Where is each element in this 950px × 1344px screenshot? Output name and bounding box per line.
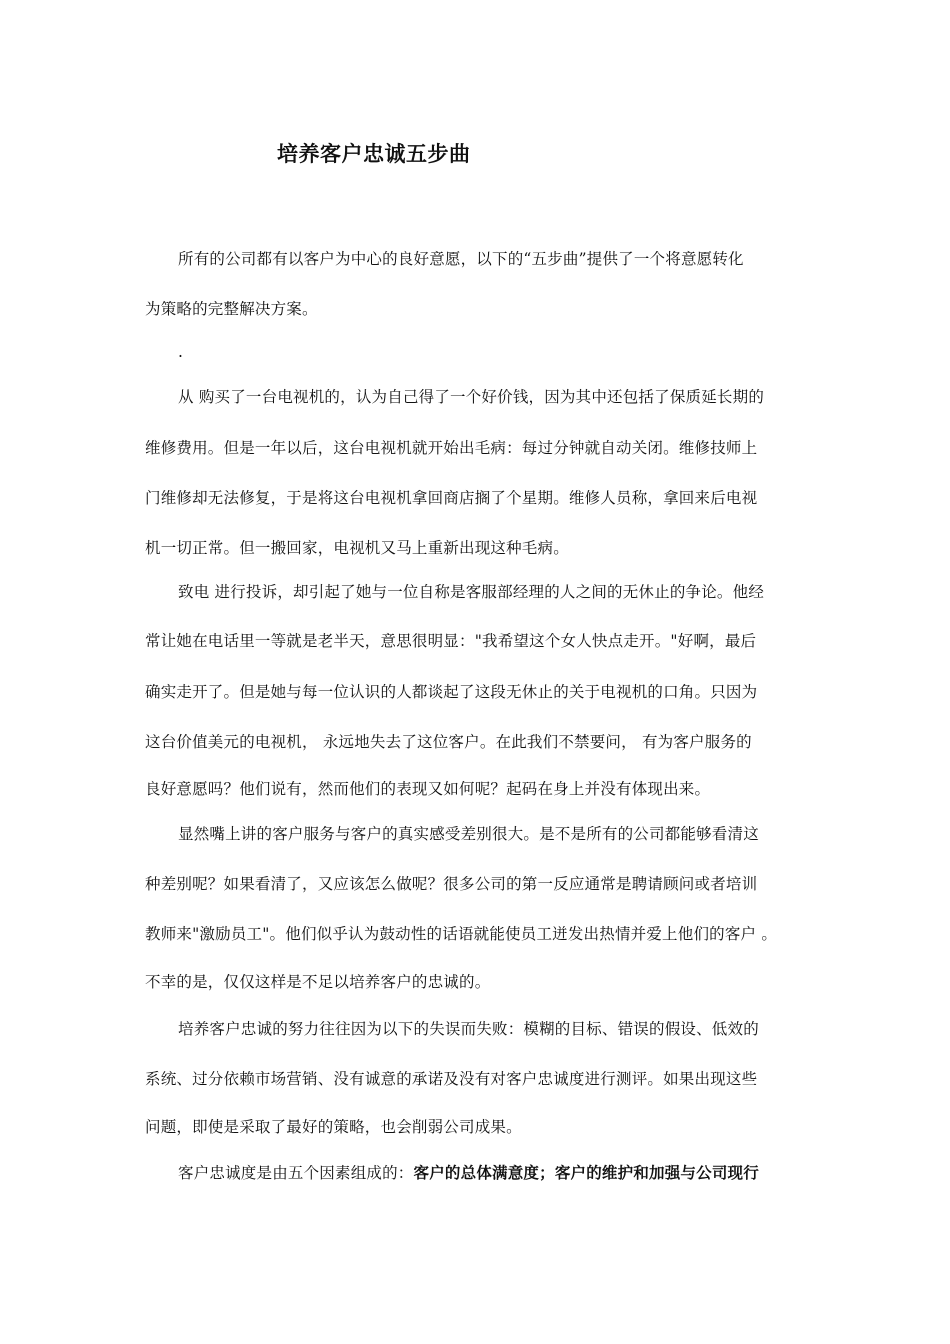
paragraph-line: 从 购买了一台电视机的，认为自己得了一个好价钱，因为其中还包括了保质延长期的 [178,388,765,406]
paragraph-line: 这台价值美元的电视机， 永远地失去了这位客户。在此我们不禁要问， 有为客户服务的 [145,733,752,751]
paragraph-line: 种差别呢？如果看清了，又应该怎么做呢？很多公司的第一反应通常是聘请顾问或者培训 [145,875,758,893]
paragraph-line: 所有的公司都有以客户为中心的良好意愿，以下的“五步曲”提供了一个将意愿转化 [178,250,744,268]
paragraph-line: . [178,343,184,361]
paragraph-line: 为策略的完整解决方案。 [145,300,318,318]
paragraph-line: 良好意愿吗？他们说有，然而他们的表现又如何呢？起码在身上并没有体现出来。 [145,780,711,798]
paragraph-line: 培养客户忠诚的努力往往因为以下的失误而失败：模糊的目标、错误的假设、低效的 [178,1020,759,1038]
paragraph-line: 门维修却无法修复，于是将这台电视机拿回商店搁了个星期。维修人员称，拿回来后电视 [145,489,758,507]
last-line-bold: 客户的总体满意度；客户的维护和加强与公司现行 [413,1163,759,1182]
paragraph-line: 常让她在电话里一等就是老半天，意思很明显："我希望这个女人快点走开。"好啊，最后 [145,632,757,650]
last-line-plain: 客户忠诚度是由五个因素组成的： [178,1164,414,1182]
paragraph-line: 系统、过分依赖市场营销、没有诚意的承诺及没有对客户忠诚度进行测评。如果出现这些 [145,1070,758,1088]
paragraph-line: 问题，即使是采取了最好的策略，也会削弱公司成果。 [145,1118,522,1136]
paragraph-line: 致电 进行投诉，却引起了她与一位自称是客服部经理的人之间的无休止的争论。他经 [178,583,765,601]
paragraph-line: 维修费用。但是一年以后，这台电视机就开始出毛病：每过分钟就自动关闭。维修技师上 [145,439,758,457]
paragraph-line: 教师来"激励员工"。他们似乎认为鼓动性的话语就能使员工迸发出热情并爱上他们的客户 。 [145,925,778,943]
document-title: 培养客户忠诚五步曲 [277,141,471,166]
paragraph-line: 机一切正常。但一搬回家，电视机又马上重新出现这种毛病。 [145,539,569,557]
paragraph-line: 不幸的是，仅仅这样是不足以培养客户的忠诚的。 [145,973,491,991]
paragraph-line: 显然嘴上讲的客户服务与客户的真实感受差别很大。是不是所有的公司都能够看清这 [178,825,759,843]
paragraph-line [178,1161,759,1183]
paragraph-line: 确实走开了。但是她与每一位认识的人都谈起了这段无休止的关于电视机的口角。只因为 [145,683,758,701]
